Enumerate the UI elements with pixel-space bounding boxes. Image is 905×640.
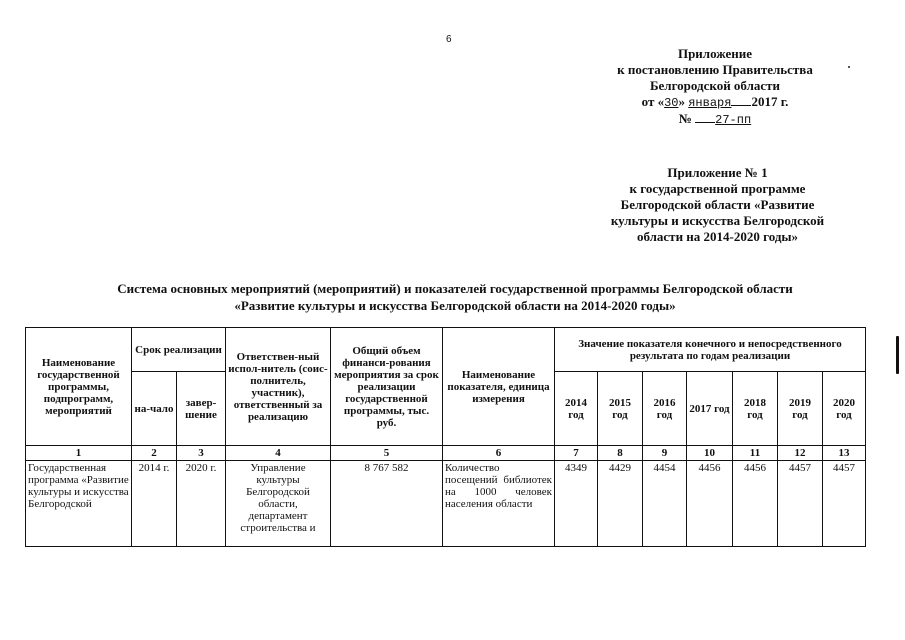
date-mid: » bbox=[678, 94, 685, 109]
column-number: 9 bbox=[643, 446, 687, 461]
header-year: 2019 год bbox=[778, 372, 823, 446]
cell-value: 4454 bbox=[643, 461, 687, 547]
column-number: 1 bbox=[26, 446, 132, 461]
cell-program-name: Государственная программа «Развитие культуры и искусства Белгородской bbox=[26, 461, 132, 547]
header-start: на-чало bbox=[132, 372, 177, 446]
header-responsible: Ответствен-ный испол-нитель (соис-полнитель, участник), ответственный за реализацию bbox=[226, 328, 331, 446]
date-prefix: от « bbox=[641, 94, 665, 109]
column-number: 8 bbox=[598, 446, 643, 461]
annex-line-2: к государственной программе bbox=[629, 181, 806, 196]
column-number: 3 bbox=[177, 446, 226, 461]
underline-blank bbox=[731, 95, 751, 106]
approval-date bbox=[600, 94, 830, 111]
column-number: 11 bbox=[733, 446, 778, 461]
indicators-table bbox=[25, 327, 866, 547]
table-row bbox=[26, 461, 866, 547]
column-number: 5 bbox=[331, 446, 443, 461]
number-prefix: № bbox=[678, 111, 692, 126]
approval-line-2: к постановлению Правительства bbox=[617, 62, 813, 77]
header-values: Значение показателя конечного и непосредственного результата по годам реализации bbox=[555, 328, 866, 372]
header-year: 2020 год bbox=[823, 372, 866, 446]
header-year: 2014 год bbox=[555, 372, 598, 446]
annex-line-5: области на 2014-2020 годы» bbox=[636, 229, 799, 244]
approval-line-3: Белгородской области bbox=[649, 78, 781, 93]
column-number: 7 bbox=[555, 446, 598, 461]
column-number: 10 bbox=[687, 446, 733, 461]
cell-end: 2020 г. bbox=[177, 461, 226, 547]
cell-start: 2014 г. bbox=[132, 461, 177, 547]
date-day: 30 bbox=[664, 96, 679, 110]
page-number: 6 bbox=[446, 34, 452, 45]
header-term: Срок реализации bbox=[132, 328, 226, 372]
cell-value: 4429 bbox=[598, 461, 643, 547]
approval-line-1: Приложение bbox=[677, 46, 753, 61]
column-number: 2 bbox=[132, 446, 177, 461]
document-title bbox=[30, 280, 880, 314]
approval-number bbox=[600, 111, 830, 128]
cell-funding: 8 767 582 bbox=[331, 461, 443, 547]
header-year: 2016 год bbox=[643, 372, 687, 446]
header-funding: Общий объем финанси-рования мероприятия за срок реализации государственной программы, тыс. руб. bbox=[331, 328, 443, 446]
header-name: Наименование государственной программы, подпрограмм, мероприятий bbox=[26, 328, 132, 446]
title-line-2: «Развитие культуры и искусства Белгородской области на 2014-2020 годы» bbox=[234, 298, 676, 313]
cell-value: 4349 bbox=[555, 461, 598, 547]
decree-number: 27-пп bbox=[715, 113, 752, 127]
approval-block bbox=[600, 46, 830, 128]
cell-value: 4456 bbox=[733, 461, 778, 547]
scan-margin-mark bbox=[896, 336, 899, 374]
column-number: 12 bbox=[778, 446, 823, 461]
header-year: 2015 год bbox=[598, 372, 643, 446]
annex-line-1: Приложение № 1 bbox=[667, 165, 768, 180]
cell-value: 4457 bbox=[823, 461, 866, 547]
column-number: 6 bbox=[443, 446, 555, 461]
date-month: января bbox=[688, 96, 732, 110]
cell-responsible: Управление культуры Белгородской области, департамент строительства и bbox=[226, 461, 331, 547]
cell-value: 4457 bbox=[778, 461, 823, 547]
column-number: 13 bbox=[823, 446, 866, 461]
date-year: 2017 г. bbox=[751, 94, 789, 109]
column-number: 4 bbox=[226, 446, 331, 461]
header-indicator: Наименование показателя, единица измерения bbox=[443, 328, 555, 446]
annex-line-3: Белгородской области «Развитие bbox=[620, 197, 815, 212]
scan-speck bbox=[848, 66, 850, 68]
cell-indicator: Количество посещений библиотек на 1000 человек населения области bbox=[443, 461, 555, 547]
annex-line-4: культуры и искусства Белгородской bbox=[610, 213, 825, 228]
annex-block bbox=[580, 165, 855, 245]
cell-value: 4456 bbox=[687, 461, 733, 547]
header-end: завер-шение bbox=[177, 372, 226, 446]
header-year: 2018 год bbox=[733, 372, 778, 446]
underline-blank bbox=[695, 112, 715, 123]
header-year: 2017 год bbox=[687, 372, 733, 446]
title-line-1: Система основных мероприятий (мероприятий) и показателей государственной программы Белгородской области bbox=[117, 281, 793, 296]
